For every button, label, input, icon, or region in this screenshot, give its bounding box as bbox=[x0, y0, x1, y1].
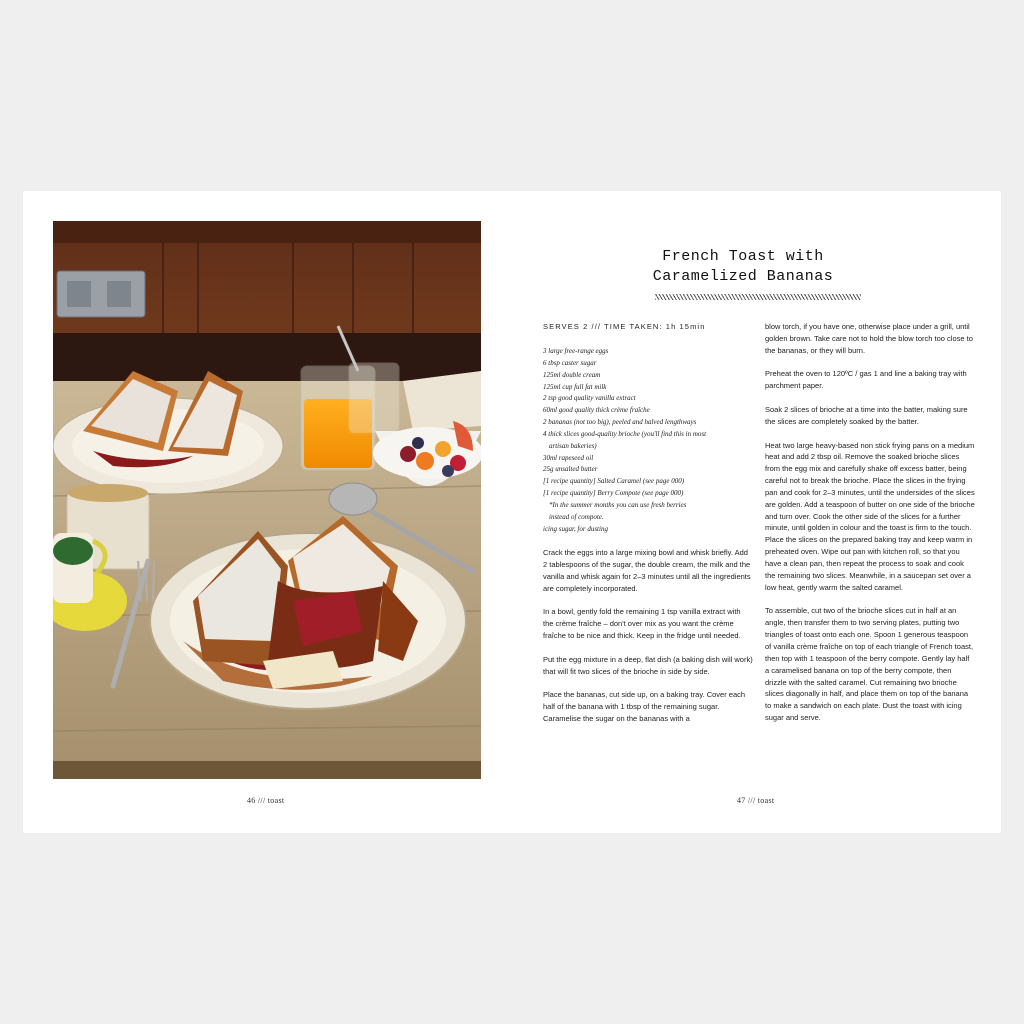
recipe-title-line2: Caramelized Bananas bbox=[652, 268, 834, 285]
ingredient-item: [1 recipe quantity] Salted Caramel (see page 000) bbox=[543, 477, 685, 486]
ingredient-item: 6 tbsp caster sugar bbox=[543, 358, 597, 367]
ingredient-item: 60ml good quality thick crème fraîche bbox=[543, 406, 650, 415]
page-number-left: 46 /// toast bbox=[247, 796, 285, 805]
serves-and-time: SERVES 2 /// TIME TAKEN: 1h 15min bbox=[543, 322, 706, 331]
method-column-right bbox=[765, 321, 975, 736]
ingredient-item: 2 tsp good quality vanilla extract bbox=[543, 394, 636, 403]
page-number-right: 47 /// toast bbox=[737, 796, 775, 805]
ingredient-item: artisan bakeries) bbox=[549, 441, 597, 450]
recipe-title bbox=[543, 247, 943, 287]
method-step: Preheat the oven to 120ºC / gas 1 and line a baking tray with parchment paper. bbox=[765, 369, 967, 391]
recipe-title-line1: French Toast with bbox=[662, 248, 824, 265]
ingredient-note: instead of compote. bbox=[549, 512, 604, 521]
book-spread bbox=[23, 191, 1001, 833]
method-step: Heat two large heavy-based non stick frying pans on a medium heat and add 2 tbsp oil. Remove the soaked brioche slices from the egg mix and carefully shake off excess batter, being careful not to break the brioche. Place the slices in the frying pan and cook for 2–3 minutes, until the undersides of the slices are golden. Add a teaspoon of butter on one side of the brioche and turn over. Cook the other side of the slices for a further minute, until golden in colour and the toast is firm to the touch. Place the slices on the prepared baking tray and keep warm in preheated oven. Wipe out pan with kitchen roll, so that you have a clean pan, then repeat the process to soak and cook the remaining two slices. Meanwhile, in a saucepan set over a low heat, gently warm the salted caramel. bbox=[765, 440, 975, 592]
method-step: Soak 2 slices of brioche at a time into the batter, making sure the slices are completely soaked by the batter. bbox=[765, 405, 968, 426]
french-toast-photo-image bbox=[53, 221, 481, 779]
method-step: Place the bananas, cut side up, on a baking tray. Cover each half of the banana with 1 tbsp of the remaining sugar. Caramelise the sugar on the bananas with a bbox=[543, 690, 746, 723]
ingredient-item: icing sugar, for dusting bbox=[543, 524, 608, 533]
method-step: In a bowl, gently fold the remaining 1 tsp vanilla extract with the crème fraîche – don't over mix as you want the crème fraîche to be nice and thick. Keep in the fridge until needed. bbox=[543, 607, 741, 640]
ingredient-item: 125ml double cream bbox=[543, 370, 601, 379]
method-step: To assemble, cut two of the brioche slices cut in half at an angle, then transfer them to two serving plates, putting two triangles of toast onto each one. Spoon 1 generous teaspoon of vanilla crème fraîche on top of each triangle of French toast, then top with 1 teaspoon of the berry compote. Gently lay half a caramelised banana on top of the berry compote, then drizzle with the salted caramel. Cut remaining two brioche slices diagonally in half, and place them on top of the banana to make a sandwich on each plate. Dust the toast with icing sugar and serve. bbox=[765, 606, 974, 723]
ingredient-item: 30ml rapeseed oil bbox=[543, 453, 594, 462]
method-step: blow torch, if you have one, otherwise place under a grill, until golden brown. Take care not to hold the blow torch too close to the bananas, or they will burn. bbox=[765, 322, 973, 355]
method-column-left bbox=[543, 547, 753, 737]
ingredient-item: 25g unsalted butter bbox=[543, 465, 598, 474]
ingredient-item: [1 recipe quantity] Berry Compote (see page 000) bbox=[543, 489, 684, 498]
ingredient-item: 4 thick slices good-quality brioche (you'll find this in most bbox=[543, 429, 707, 438]
ingredient-item: 125ml cup full fat milk bbox=[543, 382, 607, 391]
ingredient-note: *In the summer months you can use fresh berries bbox=[549, 500, 687, 509]
ingredient-item: 2 bananas (not too big), peeled and halved lengthways bbox=[543, 418, 697, 427]
ingredient-item: 3 large free-range eggs bbox=[543, 347, 609, 355]
ingredients-list bbox=[543, 346, 753, 536]
recipe-photo bbox=[53, 221, 481, 779]
method-step: Put the egg mixture in a deep, flat dish (a baking dish will work) that will fit two slices of the brioche in side by side. bbox=[543, 654, 753, 676]
title-underline-ornament bbox=[655, 294, 861, 300]
method-step: Crack the eggs into a large mixing bowl and whisk briefly. Add 2 tablespoons of the sugar, the double cream, the milk and the vanilla and whisk again for 2–3 minutes until all the ingredients are completely incorporated. bbox=[543, 548, 751, 593]
